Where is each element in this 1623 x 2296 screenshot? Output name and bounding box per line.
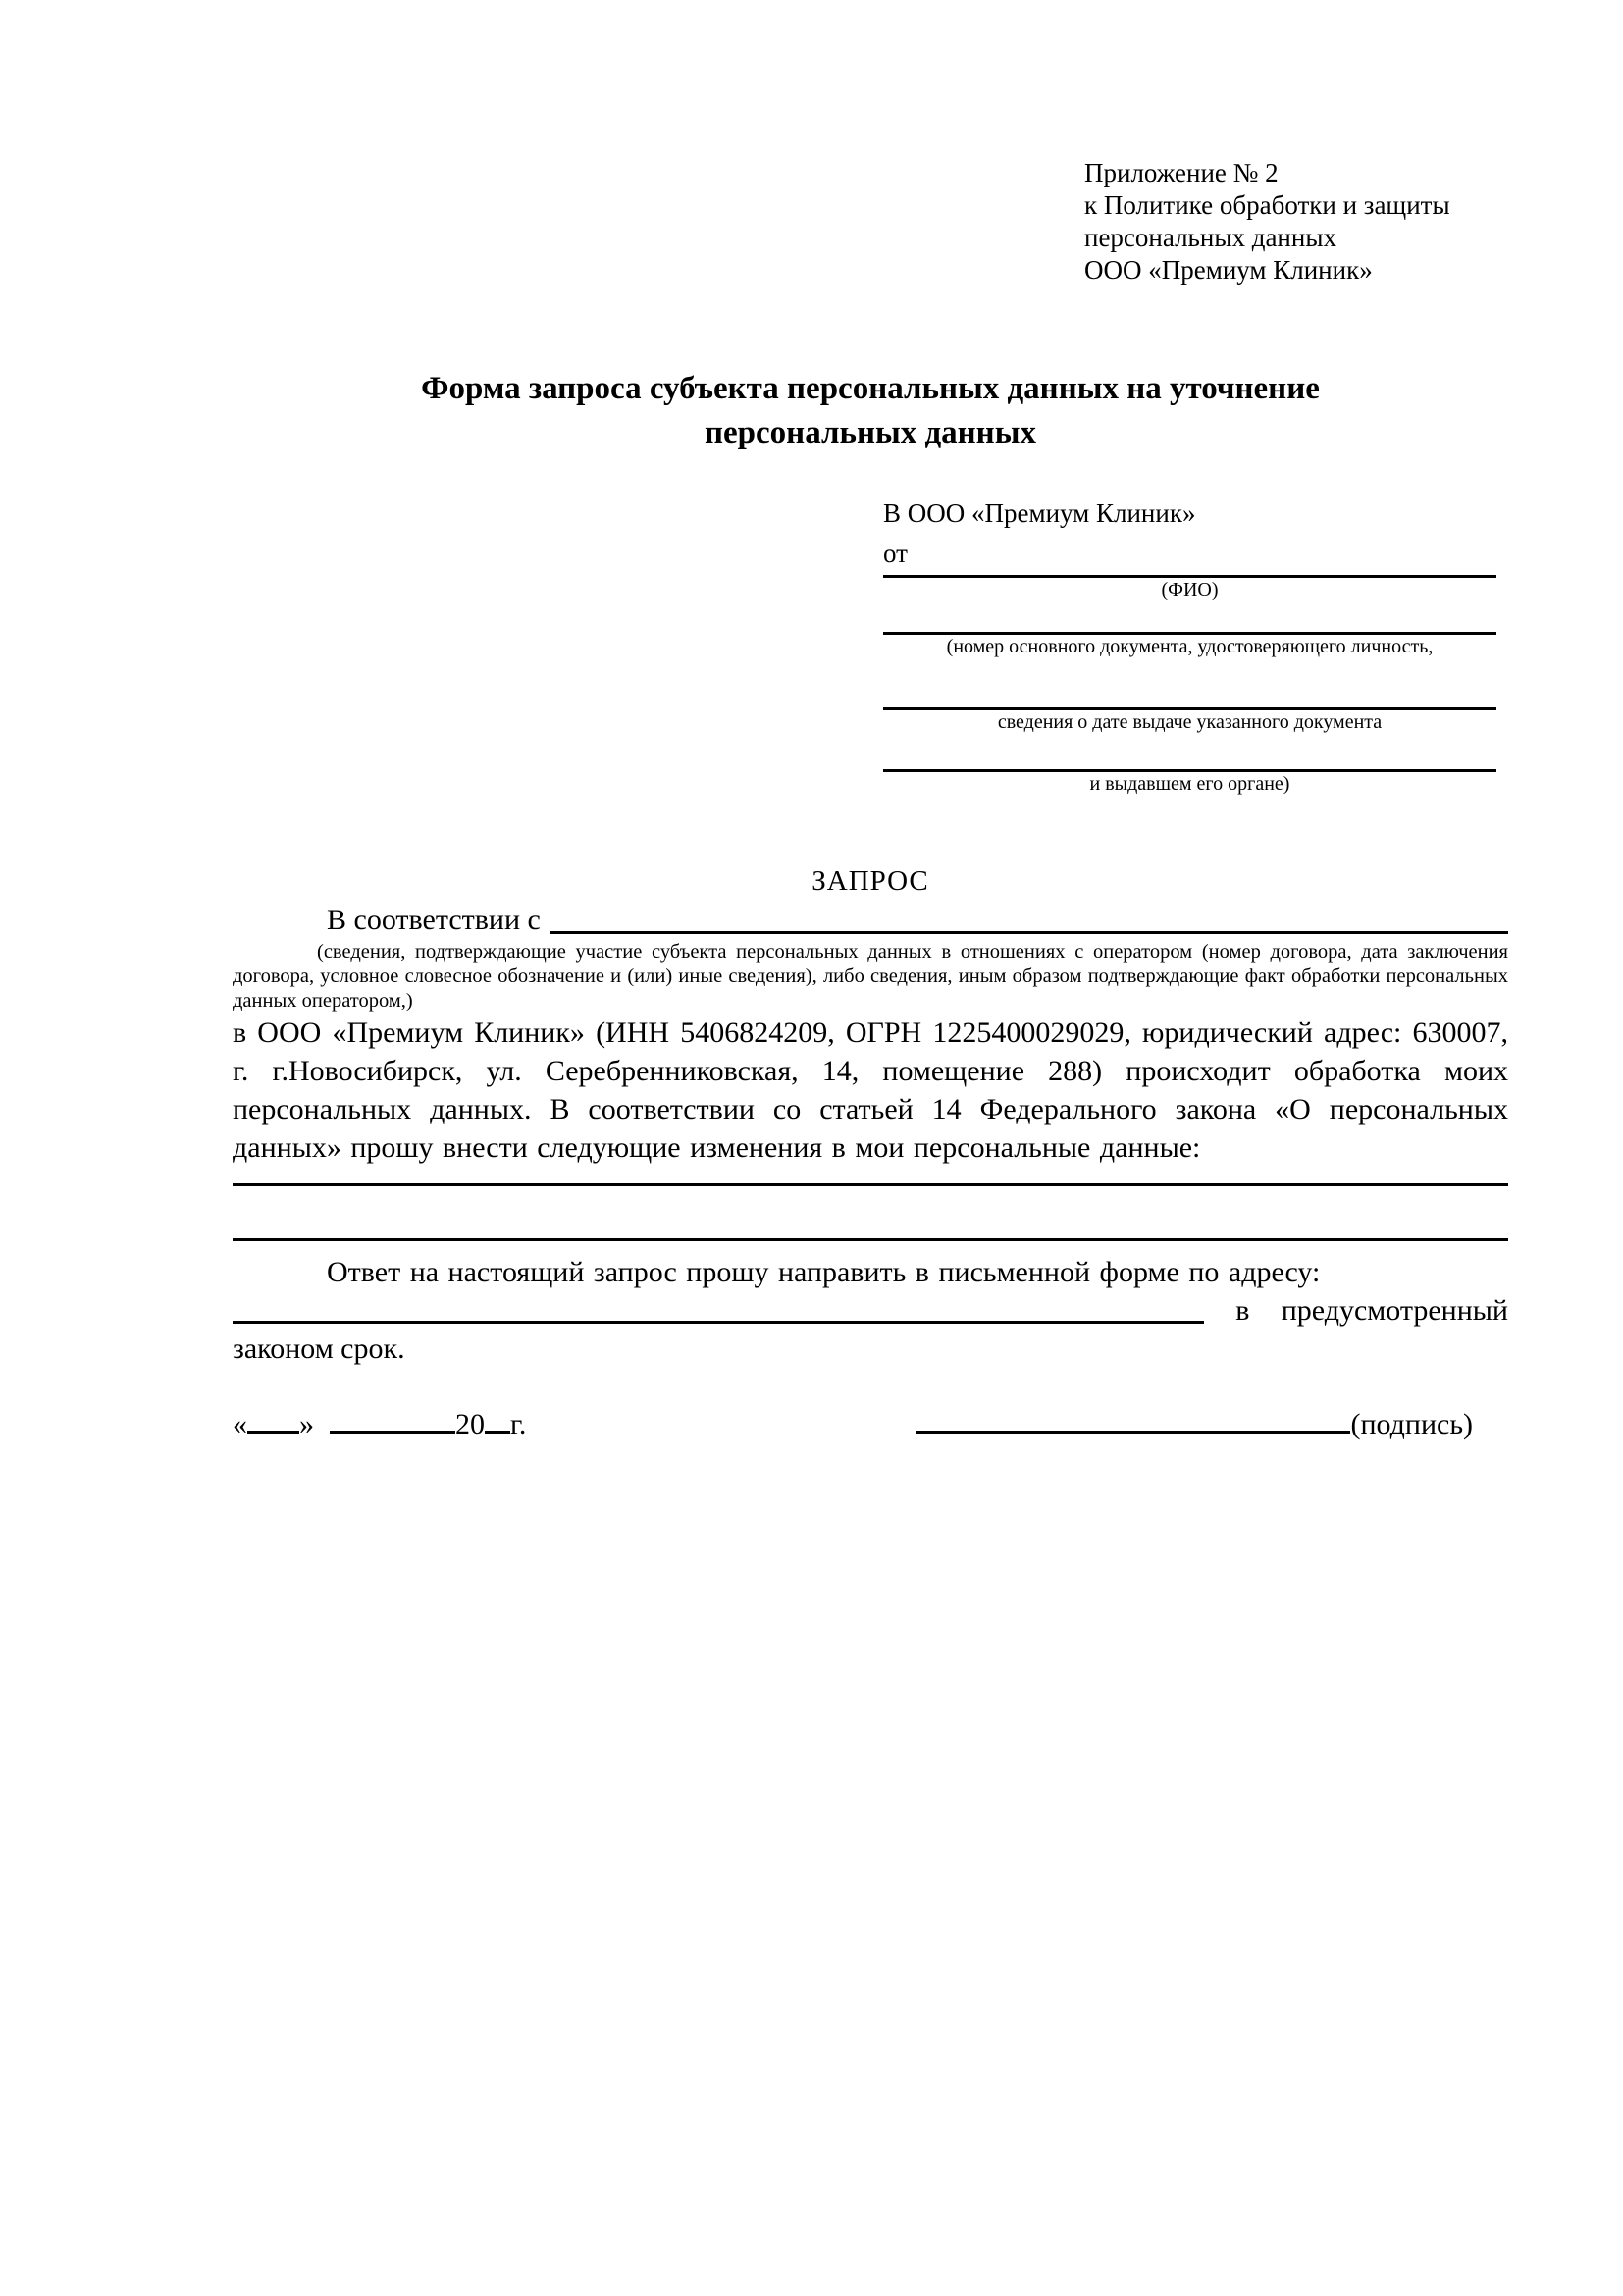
answer-intro: Ответ на настоящий запрос прошу направить в письменной форме по адресу: <box>327 1256 1321 1288</box>
issue-date-caption: сведения о дате выдаче указанного документа <box>997 711 1383 733</box>
changes-blank-line-2 <box>233 1186 1508 1241</box>
changes-blank-line-1 <box>233 1167 1508 1186</box>
answer-closing: законом срок. <box>233 1332 405 1365</box>
accordance-label: В соответствии с <box>327 904 541 936</box>
issuing-authority-caption: и выдавшем его органе) <box>1089 773 1290 795</box>
year-blank-line <box>485 1408 510 1434</box>
signature-caption: (подпись) <box>1350 1408 1473 1440</box>
form-title: Форма запроса субъекта персональных данных на уточнение персональных данных <box>421 371 1320 450</box>
annex-line: персональных данных <box>1084 223 1336 252</box>
month-blank-line <box>330 1408 455 1434</box>
request-body: в ООО «Премиум Клиник» (ИНН 5406824209, ОГРН 1225400029029, юридический адрес: 630007, г. г.Новосибирск, ул. Серебренниковская, 14, помещение 288) происходит обработка моих персональных данных. В соответствии со статьей 14 Федерального закона «О персональных данных» прошу внести следующие изменения в мои персональные данные: <box>233 1017 1508 1164</box>
annex-block <box>1084 157 1508 287</box>
signature-blank-line <box>916 1408 1350 1434</box>
year-prefix: 20 <box>455 1408 485 1440</box>
year-suffix: г. <box>510 1408 527 1440</box>
date-signature-row <box>233 1405 1508 1444</box>
annex-line: ООО «Премиум Клиник» <box>1084 255 1373 285</box>
addressee-block <box>883 493 1496 797</box>
accordance-note: (сведения, подтверждающие участие субъекта персональных данных в отношениях с оператором (номер договора, дата заключения договора, условное словесное обозначение и (или) иные сведения), либо сведения, иным образом подтверждающие факт обработки персональных данных оператором,) <box>233 941 1508 1012</box>
annex-line: Приложение № 2 <box>1084 158 1279 187</box>
addressee-from: от <box>883 539 908 568</box>
address-blank-line <box>233 1291 1204 1324</box>
answer-address-row <box>233 1291 1508 1330</box>
date-open-quote: « <box>233 1408 247 1440</box>
date-part <box>233 1405 526 1444</box>
day-blank-line <box>247 1408 299 1434</box>
request-heading: ЗАПРОС <box>812 865 929 897</box>
accordance-blank-line <box>550 901 1508 934</box>
issue-date-blank-line <box>883 659 1496 710</box>
signature-part <box>916 1405 1473 1444</box>
date-close-quote: » <box>299 1408 314 1440</box>
answer-tail-word: предусмотренный <box>1281 1294 1508 1327</box>
addressee-to: В ООО «Премиум Клиник» <box>883 498 1196 528</box>
annex-line: к Политике обработки и защиты <box>1084 190 1450 220</box>
answer-tail-word: в <box>1235 1294 1250 1327</box>
issuing-authority-blank-line <box>883 735 1496 772</box>
fio-caption: (ФИО) <box>1161 579 1219 600</box>
accordance-row <box>233 901 1508 940</box>
document-number-blank-line <box>883 602 1496 635</box>
document-number-caption: (номер основного документа, удостоверяющего личность, <box>946 636 1434 657</box>
